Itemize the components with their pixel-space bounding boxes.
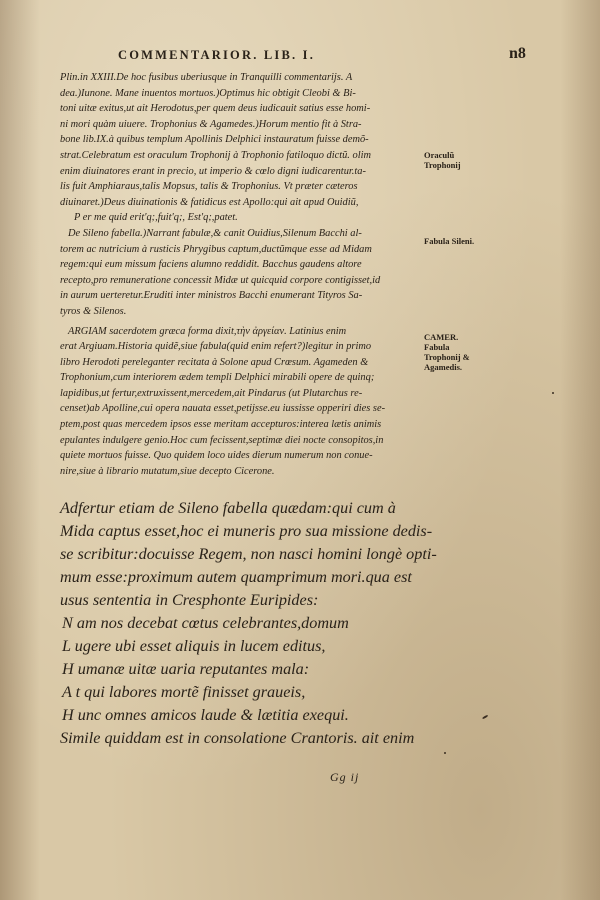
commentary-line: strat.Celebratum est oraculum Trophonij à Trophonio fatiloquo dictũ. olim [60,149,371,161]
commentary-line: epulantes indulgere genio.Hoc cum fecissent,septimæ diei nocte consopitos,in [60,434,384,446]
commentary-line: De Sileno fabella.)Narrant fabulæ,& canit Ouidius,Silenum Bacchi al- [68,227,362,239]
ink-speck [482,715,488,719]
verse-line: H umanæ uitæ uaria reputantes mala: [62,660,310,678]
text-line: Mida captus esset,hoc ei muneris pro sua missione dedis- [60,522,433,540]
commentary-line: Trophonium,cum interiorem ædem templi Delphici mirabili opere de quinq; [60,372,375,384]
commentary-line: ni mori quàm uiuere. Trophonius & Agamedes.)Horum mentio fit à Stra- [60,118,362,130]
margin-note: Oraculũ Trophonij [424,150,461,170]
text-line: se scribitur:docuisse Regem, non nasci homini longè opti- [60,545,437,563]
verse-line: H unc omnes amicos laude & lætitia exequi. [62,706,349,724]
page-number: n8 [509,45,526,62]
ink-speck [552,392,554,394]
commentary-line: Plin.in XXIII.De hoc fusibus uberiusque in Tranquilli commentarijs. A [60,72,353,83]
commentary-line: in aurum uerteretur.Eruditi inter ministros Bacchi enumerant Tityros Sa- [60,290,363,302]
commentary-line: lapidibus,ut fertur,extruxissent,mercedem,ait Pindarus (ut Plutarchus re- [60,387,363,399]
commentary-line: regem:qui eum missum faciens alumno reddidit. Bacchus gaudens altore [60,259,362,271]
commentary-line: censet)ab Apolline,cui opera nauata esset,petijsse.eu iussisse opperiri dies se- [60,403,386,415]
quoted-verse-line: P er me quid erit'q;,fuit'q;, Est'q;,patet. [74,212,238,224]
commentary-block [60,70,418,479]
commentary-line: enim diuinatores erant in precio, ut imperio & cœlo digni iudicarentur.ta- [60,165,366,177]
text-line: Simile quiddam est in consolatione Crantoris. ait enim [60,729,415,747]
margin-note: Fabula Sileni. [424,236,475,246]
commentary-line: quiete mortuos fuisse. Quo quidem loco uides dierum numerum non conue- [60,450,373,462]
main-text-block [60,497,437,750]
commentary-line: nire,siue à librario mutatum,siue decepto Cicerone. [60,465,275,477]
running-title: COMMENTARIOR. LIB. I. [118,48,316,62]
verse-line: A t qui labores mortẽ finisset graueis, [62,683,306,701]
text-line: mum esse:proximum autem quamprimum mori.qua est [60,568,412,586]
commentary-line: ARGIAM sacerdotem græca forma dixit,τὴν ἀργείαν. Latinius enim [68,325,347,337]
commentary-line: erat Argiuam.Historia quidẽ,siue fabula(quid enim refert?)legitur in primo [60,341,372,353]
commentary-line: diuinaret.)Deus diuinationis & fatidicus est Apollo:qui ait apud Ouidiũ, [60,196,359,208]
signature-mark: Gg ij [330,770,360,784]
commentary-line: ptem,post quas mercedem ipsos esse meritam accepturos:interea lætis animis [60,419,382,431]
commentary-line: toni uitæ exitus,ut ait Herodotus,per quem deus iudicauit satius esse homi- [60,103,371,115]
margin-note: CAMER. Fabula Trophonij & Agamedis. [424,332,470,372]
commentary-line: recepto,pro remuneratione concessit Midæ ut quicquid corpore contigisset,id [60,274,381,286]
text-line: usus sententia in Cresphonte Euripides: [60,591,319,609]
text-line: Adfertur etiam de Sileno fabella quædam:qui cum à [60,499,396,517]
commentary-line: torem ac nutricium à rusticis Phrygibus captum,ductũmque esse ad Midam [60,243,372,255]
verse-line: L ugere ubi esset aliquis in lucem editus, [62,637,326,655]
commentary-line: dea.)Iunone. Mane inuentos mortuos.)Optimus hic obtigit Cleobi & Bi- [60,87,356,99]
commentary-line: tyros & Silenos. [60,305,127,317]
ink-speck [444,752,446,754]
running-header [0,45,600,70]
verse-line: N am nos decebat cœtus celebrantes,domum [62,614,349,632]
commentary-line: lis fuit Amphiaraus,talis Mopsus, talis & Trophonius. Vt præter cæteros [60,181,358,193]
commentary-line: bone lib.IX.à quibus templum Apollinis Delphici instauratum fuisse demõ- [60,134,369,146]
commentary-line: libro Herodoti pereleganter recitata à Solone apud Crœsum. Agameden & [60,356,369,368]
